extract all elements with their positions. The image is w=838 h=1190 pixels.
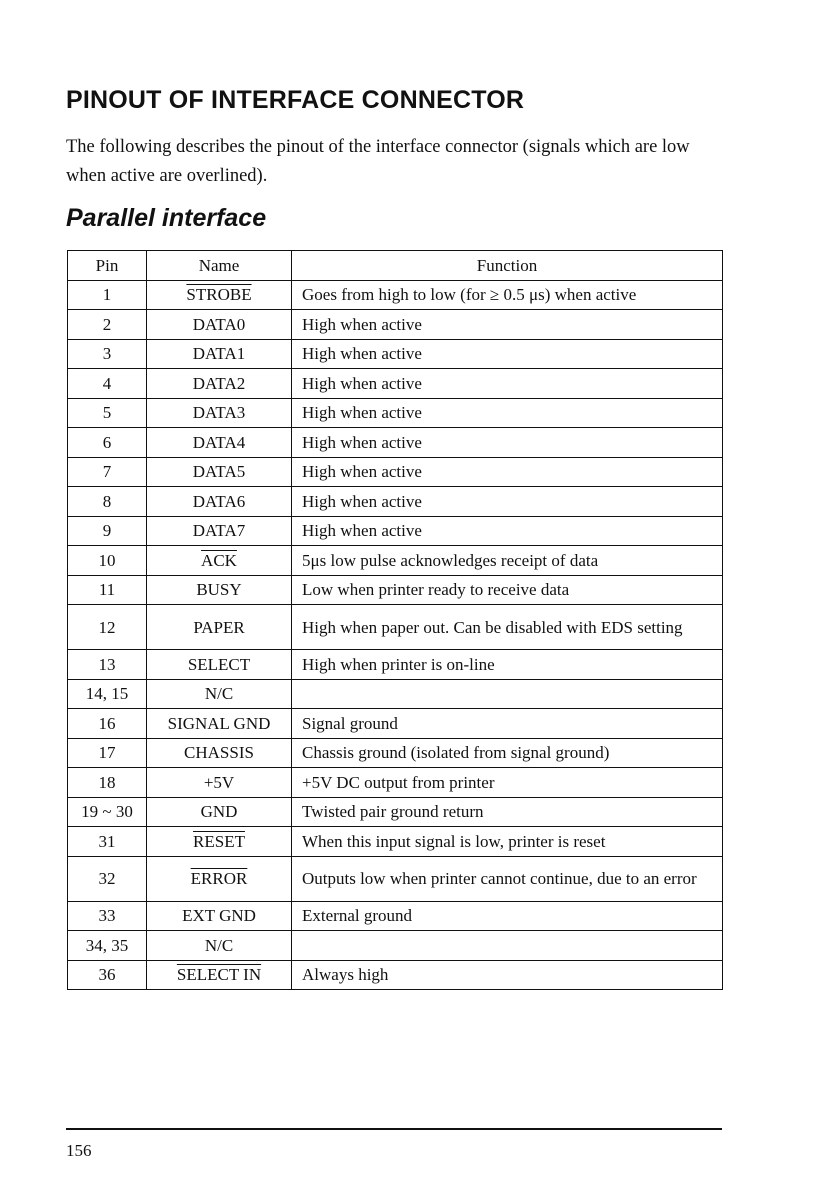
signal-name-cell	[147, 797, 292, 827]
signal-name-cell	[147, 369, 292, 399]
pin-cell: 19 ~ 30	[68, 797, 147, 827]
table-row	[68, 428, 723, 458]
pin-cell: 2	[68, 310, 147, 340]
function-cell: High when active	[292, 428, 723, 458]
pin-cell: 6	[68, 428, 147, 458]
function-cell: Always high	[292, 960, 723, 990]
signal-name: N/C	[204, 935, 234, 955]
function-cell: High when active	[292, 398, 723, 428]
pin-cell: 13	[68, 650, 147, 680]
function-cell: High when active	[292, 339, 723, 369]
signal-name: ERROR	[190, 869, 248, 888]
signal-name: EXT GND	[182, 906, 256, 926]
signal-name: PAPER	[193, 617, 245, 637]
pin-cell: 14, 15	[68, 679, 147, 709]
pin-cell: 10	[68, 546, 147, 576]
table-row	[68, 280, 723, 310]
pin-cell: 16	[68, 709, 147, 739]
section-subheading: Parallel interface	[66, 204, 267, 232]
signal-name-cell	[147, 398, 292, 428]
pin-cell: 7	[68, 457, 147, 487]
pin-cell: 17	[68, 738, 147, 768]
signal-name-cell	[147, 428, 292, 458]
signal-name-cell	[147, 339, 292, 369]
signal-name-cell	[147, 546, 292, 576]
page-heading: PINOUT OF INTERFACE CONNECTOR	[66, 86, 525, 114]
function-column-header: Function	[292, 251, 723, 281]
function-cell: When this input signal is low, printer is reset	[292, 827, 723, 857]
function-cell: 5μs low pulse acknowledges receipt of data	[292, 546, 723, 576]
signal-name-cell	[147, 280, 292, 310]
signal-name-cell	[147, 679, 292, 709]
pin-cell: 12	[68, 605, 147, 650]
signal-name: STROBE	[186, 285, 252, 305]
function-cell: +5V DC output from printer	[292, 768, 723, 798]
table-header-row	[68, 251, 723, 281]
signal-name-cell	[147, 487, 292, 517]
footer-rule	[66, 1128, 722, 1130]
signal-name: N/C	[204, 684, 234, 704]
function-cell: Signal ground	[292, 709, 723, 739]
signal-name-cell	[147, 575, 292, 605]
table-row	[68, 856, 723, 901]
function-cell: High when active	[292, 516, 723, 546]
table-row	[68, 516, 723, 546]
function-cell: External ground	[292, 901, 723, 931]
table-row	[68, 679, 723, 709]
pin-cell: 9	[68, 516, 147, 546]
function-cell: High when printer is on-line	[292, 650, 723, 680]
function-cell: High when active	[292, 487, 723, 517]
signal-name: BUSY	[196, 580, 242, 600]
pinout-table-body	[68, 280, 723, 990]
signal-name: $\overline{ACK}$	[201, 550, 237, 570]
table-row	[68, 605, 723, 650]
pin-cell: 36	[68, 960, 147, 990]
table-row	[68, 575, 723, 605]
table-row	[68, 901, 723, 931]
table-row	[68, 738, 723, 768]
pin-cell: 11	[68, 575, 147, 605]
signal-name: DATA2	[192, 373, 246, 393]
table-row	[68, 650, 723, 680]
signal-name: DATA4	[192, 432, 246, 452]
pin-cell: 5	[68, 398, 147, 428]
signal-name: SELECT IN	[176, 965, 262, 985]
page-number: 156	[66, 1141, 92, 1160]
signal-name: RESET	[193, 831, 245, 851]
pin-cell: 1	[68, 280, 147, 310]
signal-name-cell	[147, 856, 292, 901]
signal-name: DATA3	[192, 403, 246, 423]
intro-paragraph: The following describes the pinout of the interface connector (signals which are low when active are overlined).	[66, 137, 690, 186]
signal-name: +5V	[203, 772, 235, 792]
table-row	[68, 709, 723, 739]
function-cell: Twisted pair ground return	[292, 797, 723, 827]
table-row	[68, 310, 723, 340]
signal-name: DATA6	[192, 491, 246, 511]
table-row	[68, 369, 723, 399]
name-column-header: Name	[147, 251, 292, 281]
table-row	[68, 768, 723, 798]
pin-cell: 32	[68, 856, 147, 901]
table-row	[68, 398, 723, 428]
function-cell: High when active	[292, 369, 723, 399]
signal-name: DATA0	[192, 314, 246, 334]
table-row	[68, 797, 723, 827]
table-row	[68, 827, 723, 857]
function-cell	[292, 931, 723, 961]
function-cell: Goes from high to low (for ≥ 0.5 μs) when active	[292, 280, 723, 310]
signal-name: GND	[200, 802, 238, 822]
pin-cell: 18	[68, 768, 147, 798]
function-cell	[292, 679, 723, 709]
pin-column-header: Pin	[68, 251, 147, 281]
signal-name-cell	[147, 457, 292, 487]
function-cell: Low when printer ready to receive data	[292, 575, 723, 605]
table-row	[68, 960, 723, 990]
signal-name-cell	[147, 605, 292, 650]
pinout-table	[67, 250, 723, 990]
table-row	[68, 546, 723, 576]
function-cell: Outputs low when printer cannot continue, due to an error	[292, 856, 723, 901]
pin-cell: 8	[68, 487, 147, 517]
signal-name-cell	[147, 768, 292, 798]
function-cell: Chassis ground (isolated from signal ground)	[292, 738, 723, 768]
signal-name: DATA7	[192, 521, 246, 541]
table-row	[68, 487, 723, 517]
pin-cell: 31	[68, 827, 147, 857]
signal-name: SIGNAL GND	[167, 713, 271, 733]
signal-name-cell	[147, 709, 292, 739]
table-row	[68, 931, 723, 961]
signal-name-cell	[147, 931, 292, 961]
signal-name: SELECT	[187, 654, 251, 674]
signal-name-cell	[147, 310, 292, 340]
pin-cell: 3	[68, 339, 147, 369]
signal-name: CHASSIS	[184, 743, 254, 763]
pin-cell: 33	[68, 901, 147, 931]
signal-name-cell	[147, 650, 292, 680]
signal-name-cell	[147, 960, 292, 990]
function-cell: High when paper out. Can be disabled with EDS setting	[292, 605, 723, 650]
signal-name-cell	[147, 738, 292, 768]
function-cell: High when active	[292, 310, 723, 340]
pin-cell: 34, 35	[68, 931, 147, 961]
signal-name: DATA1	[192, 344, 246, 364]
signal-name-cell	[147, 827, 292, 857]
table-row	[68, 457, 723, 487]
signal-name-cell	[147, 901, 292, 931]
signal-name-cell	[147, 516, 292, 546]
function-cell: High when active	[292, 457, 723, 487]
pin-cell: 4	[68, 369, 147, 399]
table-row	[68, 339, 723, 369]
signal-name: DATA5	[192, 462, 246, 482]
